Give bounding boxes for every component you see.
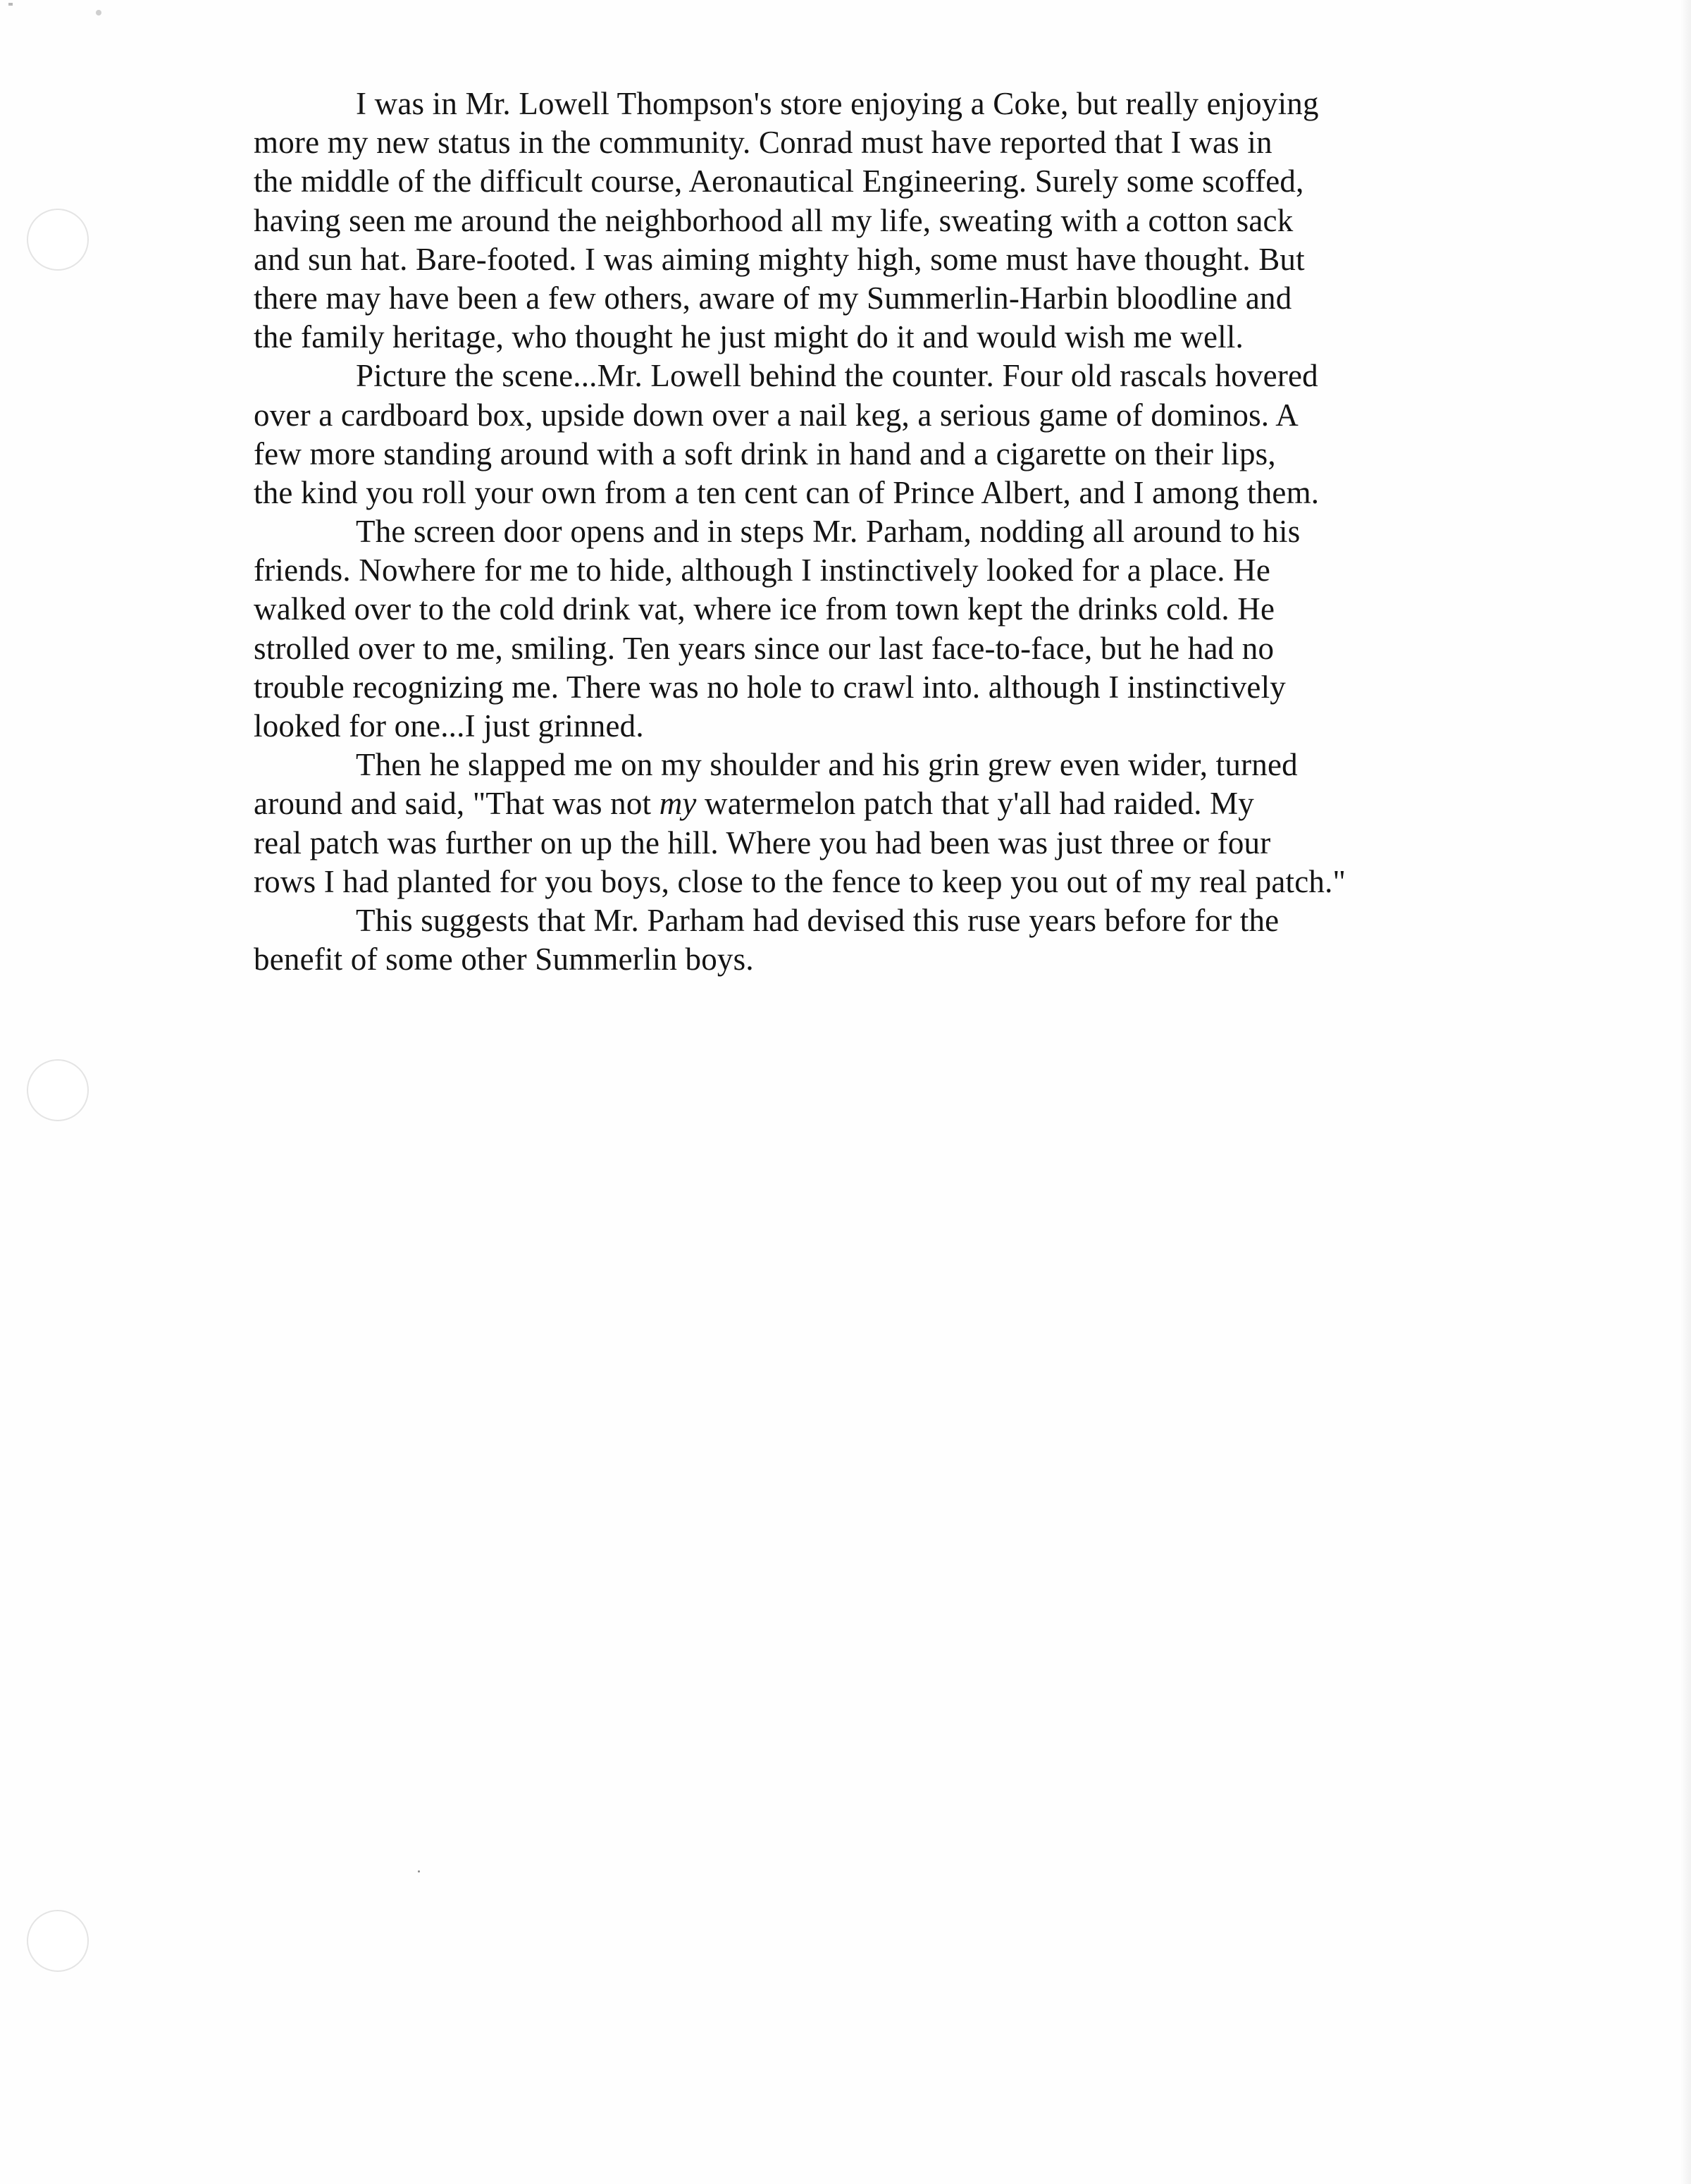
text-line: friends. Nowhere for me to hide, although I instinctively looked for a place. He bbox=[254, 553, 1271, 588]
text-line: This suggests that Mr. Parham had devised this ruse years before for the bbox=[356, 902, 1280, 938]
text-line: real patch was further on up the hill. Where you had been was just three or four bbox=[254, 825, 1271, 860]
text-line: walked over to the cold drink vat, where ice from town kept the drinks cold. He bbox=[254, 591, 1275, 627]
text-line-with-emphasis bbox=[254, 784, 1536, 823]
punch-hole-middle bbox=[27, 1059, 89, 1121]
text-line: and sun hat. Bare-footed. I was aiming mighty high, some must have thought. But bbox=[254, 241, 1305, 277]
punch-hole-bottom bbox=[27, 1910, 89, 1972]
text-run: around and said, "That was not bbox=[254, 786, 659, 822]
paragraph-1 bbox=[254, 85, 1536, 357]
text-line: rows I had planted for you boys, close to the fence to keep you out of my real patch." bbox=[254, 863, 1346, 899]
paper-speck bbox=[418, 1870, 420, 1873]
text-line: strolled over to me, smiling. Ten years since our last face-to-face, but he had no bbox=[254, 630, 1275, 666]
paragraph-2 bbox=[254, 357, 1536, 512]
text-line: The screen door opens and in steps Mr. Parham, nodding all around to his bbox=[356, 514, 1301, 550]
text-line: benefit of some other Summerlin boys. bbox=[254, 942, 754, 977]
page-edge-shadow bbox=[1681, 0, 1691, 2184]
text-line: few more standing around with a soft drink in hand and a cigarette on their lips, bbox=[254, 436, 1276, 471]
text-line: over a cardboard box, upside down over a nail keg, a serious game of dominos. A bbox=[254, 397, 1299, 433]
text-line: the middle of the difficult course, Aeronautical Engineering. Surely some scoffed, bbox=[254, 164, 1304, 199]
text-line: Then he slapped me on my shoulder and his grin grew even wider, turned bbox=[356, 747, 1298, 783]
text-run: watermelon patch that y'all had raided. My bbox=[696, 786, 1255, 822]
text-line: I was in Mr. Lowell Thompson's store enjoying a Coke, but really enjoying bbox=[356, 86, 1319, 121]
text-line: the kind you roll your own from a ten cent can of Prince Albert, and I among them. bbox=[254, 474, 1320, 510]
text-line: looked for one...I just grinned. bbox=[254, 708, 644, 744]
paragraph-3 bbox=[254, 512, 1536, 746]
paragraph-4 bbox=[254, 746, 1536, 901]
body-text bbox=[254, 85, 1536, 979]
text-line: the family heritage, who thought he just might do it and would wish me well. bbox=[254, 319, 1244, 355]
emphasized-word: my bbox=[659, 786, 697, 822]
text-line: having seen me around the neighborhood all my life, sweating with a cotton sack bbox=[254, 202, 1294, 238]
punch-hole-top bbox=[27, 209, 89, 271]
text-line: there may have been a few others, aware of my Summerlin-Harbin bloodline and bbox=[254, 280, 1292, 316]
text-line: trouble recognizing me. There was no hole to crawl into. although I instinctively bbox=[254, 669, 1286, 705]
corner-mark bbox=[8, 3, 13, 6]
text-line: more my new status in the community. Conrad must have reported that I was in bbox=[254, 125, 1272, 161]
corner-speck bbox=[96, 10, 101, 16]
paragraph-5 bbox=[254, 901, 1536, 979]
text-line: Picture the scene...Mr. Lowell behind the counter. Four old rascals hovered bbox=[356, 358, 1318, 394]
